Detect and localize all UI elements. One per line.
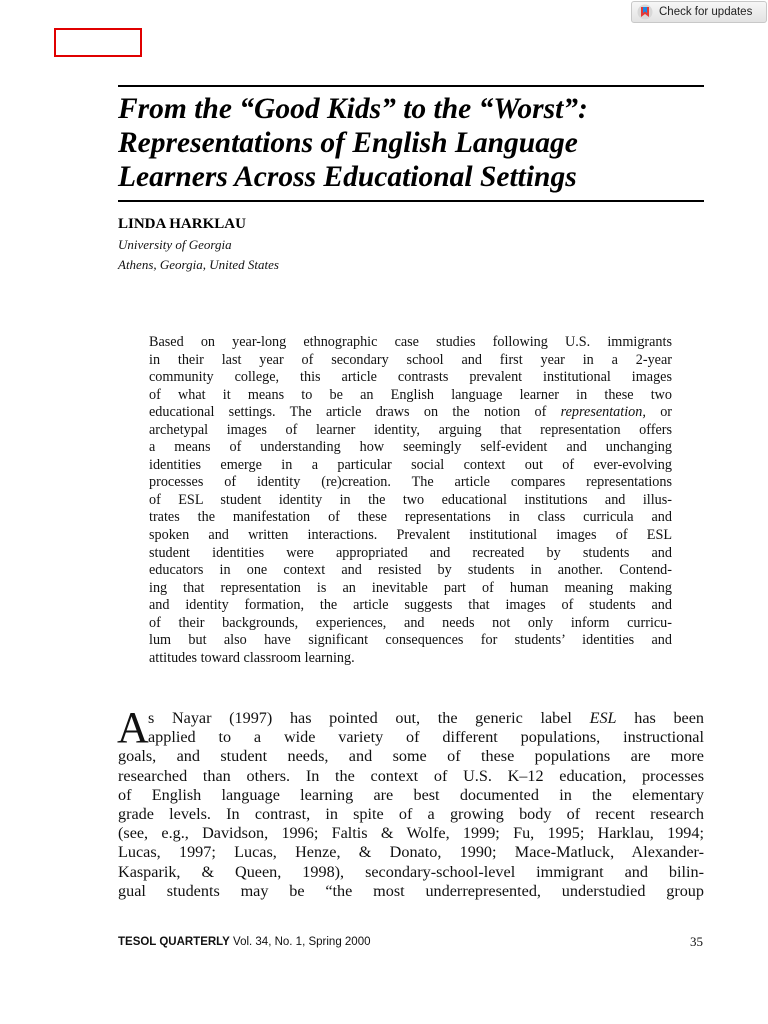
body-line: (see, e.g., Davidson, 1996; Faltis & Wolfe, 1999; Fu, 1995; Harklau, 1994; (118, 824, 704, 843)
body-line: applied to a wide variety of different populations, instructional (148, 728, 704, 747)
page-number: 35 (690, 934, 703, 949)
abstract-line: in their last year of secondary school and first year in a 2-year (149, 351, 672, 368)
abstract-line: of their backgrounds, experiences, and needs not only inform curricu- (149, 614, 672, 631)
title-line: Representations of English Language (118, 127, 578, 159)
title-line: Learners Across Educational Settings (118, 161, 577, 193)
author-location: Athens, Georgia, United States (118, 257, 279, 272)
body-line (118, 709, 704, 728)
abstract-line (149, 404, 672, 422)
body-line: researched than others. In the context of U.S. K–12 education, processes (118, 766, 704, 785)
journal-issue: Vol. 34, No. 1, Spring 2000 (233, 936, 371, 948)
abstract-line: spoken and written interactions. Prevalent institutional images of ESL (149, 527, 672, 544)
check-for-updates-button[interactable] (631, 1, 767, 23)
abstract-line: educators in one context and resisted by students in another. Contend- (149, 562, 672, 579)
abstract-line: community college, this article contrasts prevalent institutional images (149, 369, 672, 386)
abstract-line: ing that representation is an inevitable part of human meaning making (149, 579, 672, 596)
journal-citation (118, 936, 371, 948)
abstract-line: trates the manifestation of these representations in class curricula and (149, 509, 672, 526)
author-name: LINDA HARKLAU (118, 216, 246, 232)
body-line: goals, and student needs, and some of these populations are more (118, 747, 704, 766)
body-line: Lucas, 1997; Lucas, Henze, & Donato, 1990; Mace-Matluck, Alexander- (118, 843, 704, 862)
abstract-line: of ESL student identity in the two educational institutions and illus- (149, 491, 672, 508)
abstract-line: and identity formation, the article suggests that images of students and (149, 597, 672, 614)
body-italic-term: ESL (589, 709, 617, 727)
abstract-line: a means of understanding how seemingly self-evident and unchanging (149, 439, 672, 456)
crossmark-icon (637, 4, 653, 20)
body-line-text: has been (634, 709, 705, 727)
selection-box (54, 28, 142, 57)
title-top-rule (118, 85, 704, 87)
abstract-line: identities emerge in a particular social context out of ever-evolving (149, 456, 672, 473)
abstract-italic-term: representation, (560, 404, 646, 421)
title-bottom-rule (118, 200, 704, 202)
body-line: grade levels. In contrast, in spite of a growing body of recent research (118, 804, 704, 823)
abstract-line: of what it means to be an English language learner in these two (149, 386, 672, 403)
author-university: University of Georgia (118, 237, 232, 252)
abstract-line-tail: or (660, 404, 673, 421)
article-title (118, 92, 708, 194)
body-paragraph (117, 703, 705, 901)
abstract-line: archetypal images of learner identity, arguing that representation offers (149, 421, 672, 438)
abstract-line: student identities were appropriated and recreated by students and (149, 544, 672, 561)
drop-cap: A (117, 703, 149, 752)
abstract (149, 334, 672, 667)
abstract-line: attitudes toward classroom learning. (149, 649, 355, 666)
abstract-line: Based on year-long ethnographic case studies following U.S. immigrants (149, 334, 672, 350)
check-for-updates-label: Check for updates (659, 6, 753, 18)
abstract-line: lum but also have significant consequences for students’ identities and (149, 632, 672, 649)
abstract-line-text: educational settings. The article draws on the notion of (149, 404, 547, 421)
journal-name: TESOL QUARTERLY (118, 936, 230, 948)
abstract-line: processes of identity (re)creation. The article compares representations (149, 474, 672, 491)
body-line-text: s Nayar (1997) has pointed out, the generic label (148, 709, 572, 727)
body-line: Kasparik, & Queen, 1998), secondary-school-level immigrant and bilin- (118, 862, 704, 881)
body-line: of English language learning are best documented in the elementary (118, 785, 704, 804)
title-line: From the “Good Kids” to the “Worst”: (118, 93, 588, 125)
body-line: gual students may be “the most underrepresented, understudied group (118, 881, 704, 900)
